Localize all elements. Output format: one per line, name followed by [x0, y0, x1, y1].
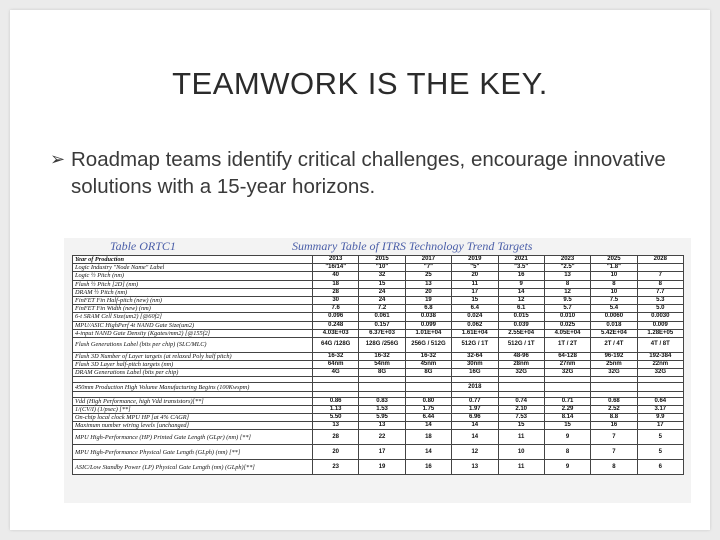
table-cell: 5.95: [359, 414, 405, 422]
table-cell: 15: [498, 422, 544, 430]
row-label: DRAM ½ Pitch (nm): [73, 288, 313, 296]
table-row: [73, 361, 684, 369]
table-cell: 17: [452, 288, 498, 296]
table-cell: 9: [544, 430, 590, 445]
table-cell: 0.024: [452, 313, 498, 321]
row-label: Flash 3D Layer half-pitch targets (nm): [73, 361, 313, 369]
table-cell: 64-128: [544, 352, 590, 360]
table-cell: 13: [405, 280, 451, 288]
table-cell: 45nm: [405, 361, 451, 369]
table-cell: "5": [452, 264, 498, 272]
table-cell: 28: [313, 288, 359, 296]
table-cell: 5.7: [544, 305, 590, 313]
table-row: [73, 352, 684, 360]
table-cell: 13: [452, 460, 498, 475]
table-cell: 2015: [359, 256, 405, 264]
table-cell: 16-32: [359, 352, 405, 360]
table-cell: 17: [359, 445, 405, 460]
roadmap-table: [72, 255, 684, 475]
table-cell: 32-64: [452, 352, 498, 360]
table-cell: 6.96: [452, 414, 498, 422]
table-cell: 13: [359, 422, 405, 430]
table-cell: 14: [405, 422, 451, 430]
table-cell: 1.61E+04: [452, 329, 498, 337]
table-row: [73, 296, 684, 304]
row-label: DRAM Generations Label (bits per chip): [73, 369, 313, 377]
table-cell: 1.01E+04: [405, 329, 451, 337]
table-cell: 15: [544, 422, 590, 430]
row-label: Year of Production: [73, 256, 313, 264]
table-row: [73, 422, 684, 430]
table-cell: 0.68: [591, 397, 637, 405]
table-cell: 7: [591, 445, 637, 460]
table-cell: 14: [405, 445, 451, 460]
table-cell: 10: [498, 445, 544, 460]
table-row: [73, 397, 684, 405]
table-cell: "2.5": [544, 264, 590, 272]
table-cell: 0.010: [544, 313, 590, 321]
roadmap-table-image: [64, 238, 691, 503]
table-cell: 16-32: [405, 352, 451, 360]
table-cell: 2019: [452, 256, 498, 264]
table-cell: 16G: [452, 369, 498, 377]
table-cell: [637, 264, 683, 272]
row-label: ASIC/Low Standby Power (LP) Physical Gate Length (nm) (GLph)[**]: [73, 460, 313, 475]
table-cell: 30: [313, 296, 359, 304]
table-cell: 25: [405, 272, 451, 280]
row-label: 450mm Production High Volume Manufacturing Begins (100Kwspm): [73, 383, 313, 391]
table-cell: 7.6: [313, 305, 359, 313]
table-cell: 13: [313, 422, 359, 430]
table-cell: 0.157: [359, 321, 405, 329]
table-cell: 5.0: [637, 305, 683, 313]
table-cell: 32G: [498, 369, 544, 377]
table-cell: 2021: [498, 256, 544, 264]
table-cell: 15: [359, 280, 405, 288]
table-cell: 16: [405, 460, 451, 475]
row-label: MPU High-Performance (HP) Printed Gate Length (GLpr) (nm) [**]: [73, 430, 313, 445]
row-label: MPU/ASIC HighPerf 4t NAND Gate Size(um2): [73, 321, 313, 329]
table-cell: 32G: [544, 369, 590, 377]
table-cell: 24: [359, 296, 405, 304]
table-cell: 0.038: [405, 313, 451, 321]
table-cell: 0.099: [405, 321, 451, 329]
table-cell: 15: [452, 296, 498, 304]
table-cell: 64nm: [313, 361, 359, 369]
table-cell: 0.74: [498, 397, 544, 405]
table-cell: 5.3: [637, 296, 683, 304]
row-label: Vdd (High Performance, high Vdd transistors)[**]: [73, 397, 313, 405]
table-cell: 2.29: [544, 405, 590, 413]
table-cell: 0.77: [452, 397, 498, 405]
table-cell: 0.009: [637, 321, 683, 329]
table-cell: 16: [591, 422, 637, 430]
bullet-text: Roadmap teams identify critical challenges, encourage innovative solutions with a 15-year horizons.: [71, 148, 666, 198]
table-cell: 0.248: [313, 321, 359, 329]
table-cell: 5: [637, 445, 683, 460]
table-cell: "3.5": [498, 264, 544, 272]
table-cell: 2.55E+04: [498, 329, 544, 337]
table-cell: 14: [452, 422, 498, 430]
table-cell: 4G: [313, 369, 359, 377]
table-cell: 4.03E+03: [313, 329, 359, 337]
table-cell: 6.8: [405, 305, 451, 313]
table-row: [73, 272, 684, 280]
table-cell: 2018: [452, 383, 498, 391]
table-cell: "1.8": [591, 264, 637, 272]
table-cell: 11: [498, 460, 544, 475]
table-cell: 20: [313, 445, 359, 460]
table-cell: 13: [544, 272, 590, 280]
table-cell: 54nm: [359, 361, 405, 369]
table-cell: 2028: [637, 256, 683, 264]
table-cell: 0.096: [313, 313, 359, 321]
table-cell: 5: [637, 430, 683, 445]
table-row: [73, 280, 684, 288]
table-cell: 12: [544, 288, 590, 296]
table-cell: 0.83: [359, 397, 405, 405]
table-cell: 0.015: [498, 313, 544, 321]
table-row: [73, 264, 684, 272]
table-cell: 4T / 8T: [637, 337, 683, 352]
table-cell: 10: [591, 272, 637, 280]
row-label: Flash 3D Number of Layer targets (at relaxed Poly half pitch): [73, 352, 313, 360]
table-cell: 11: [452, 280, 498, 288]
table-cell: 256G / 512G: [405, 337, 451, 352]
table-cell: 32G: [637, 369, 683, 377]
table-cell: 2013: [313, 256, 359, 264]
table-cell: 32: [359, 272, 405, 280]
table-cell: 96-192: [591, 352, 637, 360]
table-cell: 5.50: [313, 414, 359, 422]
table-cell: 40: [313, 272, 359, 280]
table-cell: 18: [313, 280, 359, 288]
table-cell: 3.17: [637, 405, 683, 413]
table-row: [73, 288, 684, 296]
table-cell: 14: [498, 288, 544, 296]
table-cell: 23: [313, 460, 359, 475]
table-cell: 1.53: [359, 405, 405, 413]
row-label: FinFET Fin Half-pitch (new) (nm): [73, 296, 313, 304]
arrow-bullet-icon: ➢: [50, 149, 66, 169]
table-cell: 512G / 1T: [452, 337, 498, 352]
table-cell: 48-96: [498, 352, 544, 360]
table-cell: 19: [359, 460, 405, 475]
table-cell: 0.039: [498, 321, 544, 329]
table-cell: 2025: [591, 256, 637, 264]
table-cell: 0.018: [591, 321, 637, 329]
table-row: [73, 305, 684, 313]
table-row: [73, 383, 684, 391]
row-label: Flash ½ Pitch [2D] (nm): [73, 280, 313, 288]
table-cell: 9.9: [637, 414, 683, 422]
table-cell: 32G: [591, 369, 637, 377]
table-cell: 0.062: [452, 321, 498, 329]
table-cell: 24: [359, 288, 405, 296]
table-cell: 7: [591, 430, 637, 445]
table-cell: 8G: [405, 369, 451, 377]
row-label: Logic ½ Pitch (nm): [73, 272, 313, 280]
table-cell: 6.37E+03: [359, 329, 405, 337]
table-row: [73, 321, 684, 329]
table-label: Table ORTC1: [110, 239, 176, 253]
table-cell: [591, 383, 637, 391]
table-row: [73, 256, 684, 264]
table-cell: 20: [452, 272, 498, 280]
row-label: Logic Industry "Node Name" Label: [73, 264, 313, 272]
table-cell: 25nm: [591, 361, 637, 369]
table-cell: 16-32: [313, 352, 359, 360]
table-cell: 4.05E+04: [544, 329, 590, 337]
table-cell: 6.4: [452, 305, 498, 313]
table-cell: 12: [498, 296, 544, 304]
table-row: [73, 445, 684, 460]
table-title: Summary Table of ITRS Technology Trend Targets: [292, 239, 533, 253]
table-cell: [359, 383, 405, 391]
table-row: [73, 460, 684, 475]
table-cell: 22nm: [637, 361, 683, 369]
table-cell: 5.4: [591, 305, 637, 313]
table-cell: [544, 383, 590, 391]
table-cell: 28nm: [498, 361, 544, 369]
table-cell: 0.0030: [637, 313, 683, 321]
row-label: MPU High-Performance Physical Gate Length (GLph) (nm) [**]: [73, 445, 313, 460]
row-label: Flash Generations Label (bits per chip) (SLC/MLC): [73, 337, 313, 352]
table-cell: 128G /256G: [359, 337, 405, 352]
table-cell: 2.52: [591, 405, 637, 413]
table-cell: 0.71: [544, 397, 590, 405]
table-cell: 7.5: [591, 296, 637, 304]
table-cell: 8: [544, 445, 590, 460]
table-cell: 9.5: [544, 296, 590, 304]
table-cell: 192-384: [637, 352, 683, 360]
table-cell: 0.025: [544, 321, 590, 329]
table-row: [73, 313, 684, 321]
row-label: FinFET Fin Width (new) (nm): [73, 305, 313, 313]
table-cell: 1.75: [405, 405, 451, 413]
table-cell: 0.86: [313, 397, 359, 405]
table-cell: 7.7: [637, 288, 683, 296]
table-row: [73, 405, 684, 413]
table-cell: 8: [591, 460, 637, 475]
table-cell: 7: [637, 272, 683, 280]
table-cell: 10: [591, 288, 637, 296]
table-cell: [637, 383, 683, 391]
table-cell: 7.2: [359, 305, 405, 313]
table-cell: 0.0060: [591, 313, 637, 321]
table-cell: 0.64: [637, 397, 683, 405]
table-cell: 18: [405, 430, 451, 445]
table-heading: [64, 238, 691, 254]
table-cell: 8G: [359, 369, 405, 377]
table-cell: 1.97: [452, 405, 498, 413]
table-cell: 0.80: [405, 397, 451, 405]
table-row: [73, 414, 684, 422]
bullet-item: [50, 146, 690, 200]
table-cell: 8: [637, 280, 683, 288]
table-cell: 512G / 1T: [498, 337, 544, 352]
table-cell: 64G /128G: [313, 337, 359, 352]
table-cell: 8.8: [591, 414, 637, 422]
table-cell: [405, 383, 451, 391]
table-cell: "7": [405, 264, 451, 272]
table-cell: 6.1: [498, 305, 544, 313]
slide-title: TEAMWORK IS THE KEY.: [172, 66, 548, 101]
table-cell: 9: [498, 280, 544, 288]
table-cell: 20: [405, 288, 451, 296]
table-row: [73, 369, 684, 377]
row-label: Maximum number wiring levels [unchanged]: [73, 422, 313, 430]
table-row: [73, 329, 684, 337]
table-cell: 0.061: [359, 313, 405, 321]
row-label: 6-t SRAM Cell Size(um2) [@60f2]: [73, 313, 313, 321]
table-cell: 27nm: [544, 361, 590, 369]
table-cell: 5.42E+04: [591, 329, 637, 337]
table-row: [73, 430, 684, 445]
table-cell: 8: [544, 280, 590, 288]
table-cell: 2023: [544, 256, 590, 264]
table-cell: 11: [498, 430, 544, 445]
table-cell: 6: [637, 460, 683, 475]
table-cell: 1.28E+05: [637, 329, 683, 337]
table-cell: 22: [359, 430, 405, 445]
row-label: 4-input NAND Gate Density (Kgates/mm2) [@155f2]: [73, 329, 313, 337]
table-cell: 6.44: [405, 414, 451, 422]
table-cell: [498, 383, 544, 391]
table-cell: "10": [359, 264, 405, 272]
table-cell: 17: [637, 422, 683, 430]
table-cell: 14: [452, 430, 498, 445]
table-cell: [313, 383, 359, 391]
table-cell: "16/14": [313, 264, 359, 272]
table-cell: 2T / 4T: [591, 337, 637, 352]
table-cell: 2.10: [498, 405, 544, 413]
table-cell: 12: [452, 445, 498, 460]
table-cell: 1.13: [313, 405, 359, 413]
table-cell: 7.53: [498, 414, 544, 422]
table-row: [73, 337, 684, 352]
row-label: 1/(CV/I) (1/psec) [**]: [73, 405, 313, 413]
table-cell: 9: [544, 460, 590, 475]
row-label: On-chip local clock MPU HP [at 4% CAGR]: [73, 414, 313, 422]
table-cell: 2017: [405, 256, 451, 264]
table-cell: 8.14: [544, 414, 590, 422]
table-cell: 19: [405, 296, 451, 304]
table-cell: 8: [591, 280, 637, 288]
table-cell: 1T / 2T: [544, 337, 590, 352]
table-cell: 16: [498, 272, 544, 280]
table-cell: 28: [313, 430, 359, 445]
table-cell: 30nm: [452, 361, 498, 369]
